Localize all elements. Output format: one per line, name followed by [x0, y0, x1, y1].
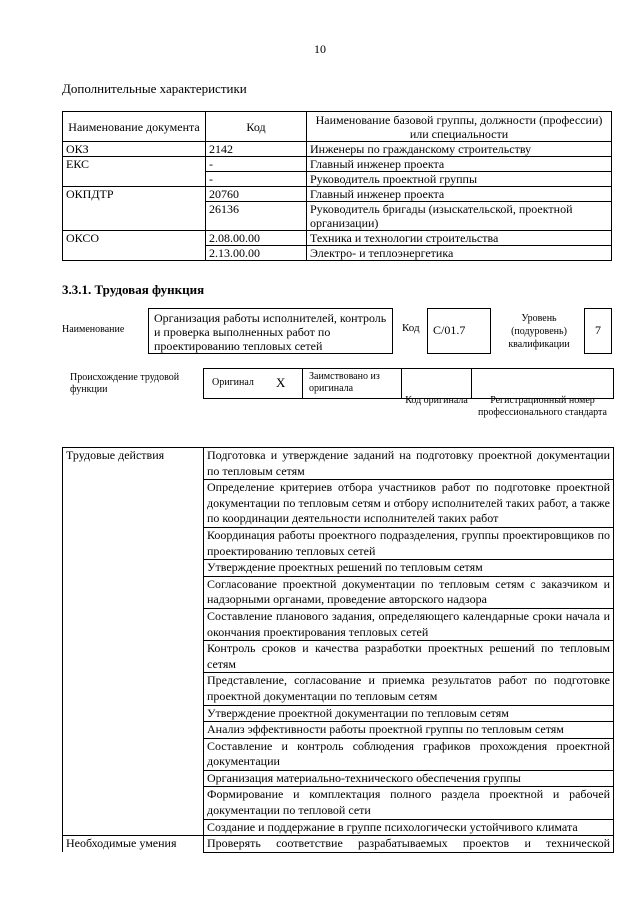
cell-name: Руководитель бригады (изыскательской, проектной организации)	[307, 202, 612, 231]
action-item: Подготовка и утверждение заданий на подготовку проектной документации по тепловым сетям	[204, 448, 614, 480]
table-row	[63, 231, 612, 246]
section-title: Дополнительные характеристики	[62, 81, 247, 96]
code-label: Код	[402, 322, 420, 334]
header-document: Наименование документа	[63, 112, 206, 142]
cell-code: 26136	[206, 202, 307, 231]
cell-doc: ОКЗ	[63, 142, 206, 157]
action-item: Формирование и комплектация полного раздела проектной и рабочей документации по тепловой сети	[204, 787, 614, 819]
cell-code: 2142	[206, 142, 307, 157]
action-item: Организация материально-технического обеспечения группы	[204, 770, 614, 787]
header-name: Наименование базовой группы, должности (профессии) или специальности	[307, 112, 612, 142]
cell-name: Электро- и теплоэнергетика	[307, 246, 612, 261]
cell-name: Инженеры по гражданскому строительству	[307, 142, 612, 157]
cell-name: Техника и технологии строительства	[307, 231, 612, 246]
table-row	[63, 448, 614, 480]
action-item: Утверждение проектных решений по тепловым сетям	[204, 560, 614, 577]
cell-name: Главный инженер проекта	[307, 187, 612, 202]
function-name-box: Организация работы исполнителей, контроль и проверка выполненных работ по проектированию тепловых сетей	[148, 308, 393, 354]
table-row	[63, 157, 612, 172]
page-number: 10	[314, 42, 326, 56]
cell-code: -	[206, 172, 307, 187]
cell-name: Руководитель проектной группы	[307, 172, 612, 187]
borrowed-box: Заимствовано из оригинала	[302, 368, 402, 399]
table-row	[63, 187, 612, 202]
cell-doc: ЕКС	[63, 157, 206, 187]
reg-number-label: Регистрационный номер профессионального стандарта	[478, 395, 607, 418]
cell-code: 20760	[206, 187, 307, 202]
table-row	[63, 142, 612, 157]
cell-name: Главный инженер проекта	[307, 157, 612, 172]
action-item: Определение критериев отбора участников работ по подготовке проектной документации по тепловым сетям и отбору исполнителей таких работ, а также по координации деятельности исполнителей таких работ	[204, 480, 614, 528]
level-value-box: 7	[584, 308, 612, 354]
origin-label: Происхождение трудовой функции	[70, 372, 180, 395]
action-item: Составление и контроль соблюдения графиков прохождения проектной документации	[204, 738, 614, 770]
action-item: Составление планового задания, определяющего календарные сроки начала и окончания проектирования тепловых сетей	[204, 608, 614, 640]
original-label: Оригинал	[212, 377, 254, 388]
action-item: Утверждение проектной документации по тепловым сетям	[204, 705, 614, 722]
header-code: Код	[206, 112, 307, 142]
cell-code: 2.13.00.00	[206, 246, 307, 261]
table-row	[63, 836, 614, 853]
action-item: Координация работы проектного подразделения, группы проектировщиков по проектированию тепловых сетей	[204, 527, 614, 559]
actions-table	[62, 447, 614, 853]
cell-code: 2.08.00.00	[206, 231, 307, 246]
skill-item: Проверять соответствие разрабатываемых проектов и технической	[204, 836, 614, 853]
cell-code: -	[206, 157, 307, 172]
cell-doc: ОКСО	[63, 231, 206, 261]
code-original-label: Код оригинала	[405, 395, 468, 406]
action-item: Контроль сроков и качества разработки проектных решений по тепловым сетям	[204, 641, 614, 673]
function-code-box: C/01.7	[427, 308, 491, 354]
name-label: Наименование	[62, 324, 125, 335]
actions-label: Трудовые действия	[63, 448, 204, 836]
original-box	[203, 368, 303, 399]
function-heading: 3.3.1. Трудовая функция	[62, 282, 205, 297]
action-item: Создание и поддержание в группе психологически устойчивого климата	[204, 819, 614, 836]
characteristics-table	[62, 111, 612, 261]
action-item: Представление, согласование и приемка результатов работ по подготовке проектной документации по тепловым сетям	[204, 673, 614, 705]
cell-doc: ОКПДТР	[63, 187, 206, 231]
original-mark: X	[276, 375, 286, 390]
action-item: Анализ эффективности работы проектной группы по тепловым сетям	[204, 722, 614, 739]
skills-label: Необходимые умения	[63, 836, 204, 853]
action-item: Согласование проектной документации по тепловым сетям с заказчиком и надзорными органами, проведение авторского надзора	[204, 576, 614, 608]
level-label: Уровень (подуровень) квалификации	[508, 313, 570, 350]
